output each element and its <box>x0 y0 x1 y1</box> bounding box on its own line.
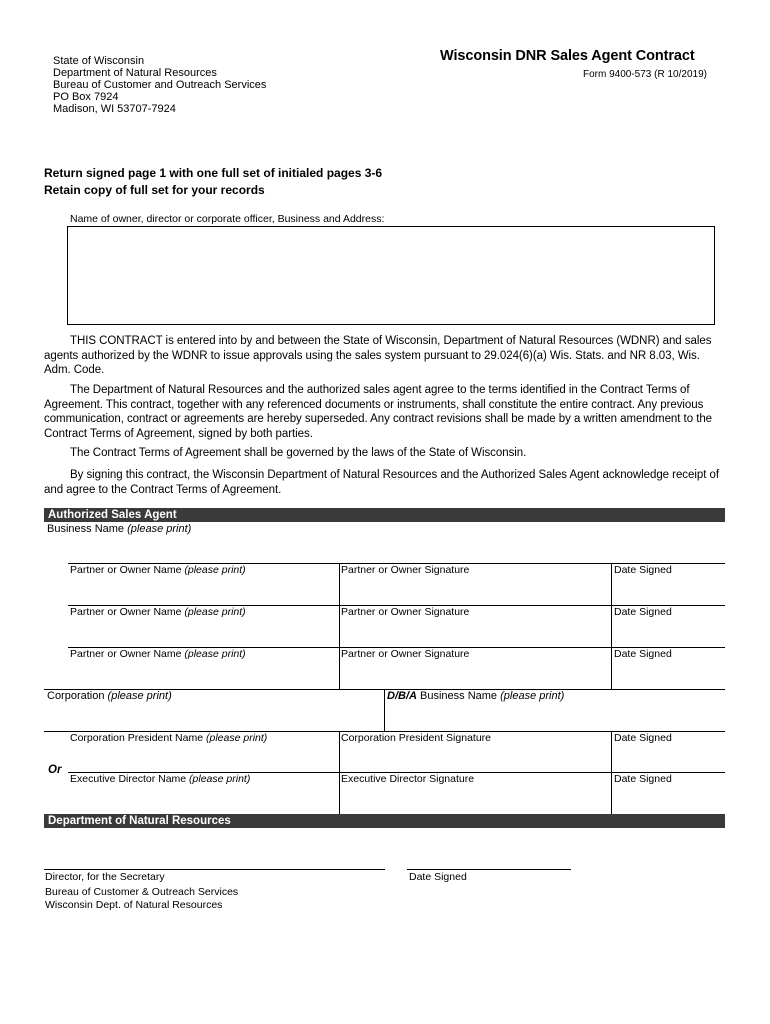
address-line: Department of Natural Resources <box>53 67 217 79</box>
business-name-field[interactable] <box>44 536 725 562</box>
partner-name-label[interactable]: Partner or Owner Name (please print) <box>70 648 246 660</box>
address-line: Madison, WI 53707-7924 <box>53 103 176 115</box>
owner-box-label: Name of owner, director or corporate officer, Business and Address: <box>70 213 385 225</box>
form-title: Wisconsin DNR Sales Agent Contract <box>440 48 695 64</box>
column-divider <box>611 563 612 689</box>
owner-address-field[interactable] <box>67 226 715 325</box>
contract-paragraph: THIS CONTRACT is entered into by and between the State of Wisconsin, Department of Natural Resources (WDNR) and sales agents authorized by the WDNR to issue approvals using the sales system pursuant to 29.024(6)(a) Wis. Stats. and NR 8.03, Wis. Adm. Code. <box>44 335 712 376</box>
partner-signature-label[interactable]: Partner or Owner Signature <box>341 648 470 660</box>
instruction-return: Return signed page 1 with one full set of initialed pages 3-6 <box>44 166 383 180</box>
instruction-retain: Retain copy of full set for your records <box>44 183 265 197</box>
section-heading-dnr: Department of Natural Resources <box>44 814 725 828</box>
partner-signature-label[interactable]: Partner or Owner Signature <box>341 564 470 576</box>
partner-name-label[interactable]: Partner or Owner Name (please print) <box>70 564 246 576</box>
signature-line <box>407 869 571 870</box>
address-line: PO Box 7924 <box>53 91 119 103</box>
signature-line <box>44 869 385 870</box>
president-signature-label[interactable]: Corporation President Signature <box>341 732 492 744</box>
contract-paragraph: By signing this contract, the Wisconsin Department of Natural Resources and the Authorized Sales Agent acknowledge receipt of and agree to the Contract Terms of Agreement. <box>44 469 719 496</box>
address-line: Bureau of Customer and Outreach Services <box>53 79 267 91</box>
president-name-label[interactable]: Corporation President Name (please print) <box>70 732 268 744</box>
date-signed-label[interactable]: Date Signed <box>614 732 672 744</box>
contract-paragraph: The Department of Natural Resources and the authorized sales agent agree to the terms identified in the Contract Terms of Agreement. This contract, together with any referenced documents or instruments, shall constitute the entire contract. Any previous communication, contract or agreements are hereby superseded. Any contract revisions shall be made by a written amendment to the Contract Terms of Agreement, signed by both parties. <box>44 384 713 440</box>
column-divider <box>339 563 340 689</box>
director-name-label[interactable]: Executive Director Name (please print) <box>70 773 251 785</box>
partner-signature-label[interactable]: Partner or Owner Signature <box>341 606 470 618</box>
date-signed-label[interactable]: Date Signed <box>614 648 672 660</box>
business-name-label: Business Name (please print) <box>47 523 192 535</box>
dept-line: Wisconsin Dept. of Natural Resources <box>45 899 223 911</box>
bureau-line: Bureau of Customer & Outreach Services <box>45 886 239 898</box>
dnr-date-signed-label[interactable]: Date Signed <box>409 871 467 883</box>
agency-address <box>53 55 266 115</box>
or-label: Or <box>48 764 62 776</box>
address-line: State of Wisconsin <box>53 55 145 67</box>
date-signed-label[interactable]: Date Signed <box>614 564 672 576</box>
section-heading-agent: Authorized Sales Agent <box>44 508 725 522</box>
director-secretary-label[interactable]: Director, for the Secretary <box>45 871 165 883</box>
dba-label[interactable]: D/B/A Business Name (please print) <box>387 690 565 702</box>
corporation-label[interactable]: Corporation (please print) <box>47 690 172 702</box>
partner-name-label[interactable]: Partner or Owner Name (please print) <box>70 606 246 618</box>
date-signed-label[interactable]: Date Signed <box>614 773 672 785</box>
column-divider <box>384 689 385 731</box>
form-number: Form 9400-573 (R 10/2019) <box>583 69 707 80</box>
director-signature-label[interactable]: Executive Director Signature <box>341 773 475 785</box>
contract-paragraph: The Contract Terms of Agreement shall be governed by the laws of the State of Wisconsin. <box>70 447 527 459</box>
date-signed-label[interactable]: Date Signed <box>614 606 672 618</box>
